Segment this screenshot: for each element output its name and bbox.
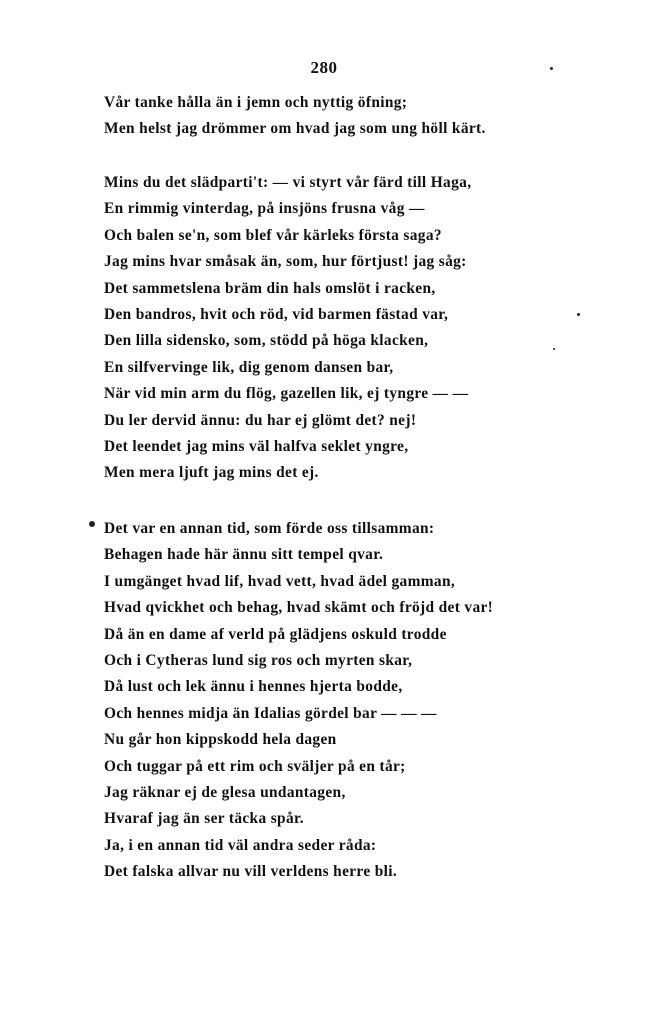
poem-line: Men mera ljuft jag mins det ej. — [104, 464, 319, 482]
stray-mark — [553, 348, 555, 350]
poem-line: Jag mins hvar småsak än, som, hur förtjust! jag såg: — [104, 253, 467, 271]
poem-line: Och balen se'n, som blef vår kärleks första saga? — [104, 226, 442, 244]
poem-line: En silfvervinge lik, dig genom dansen bar, — [104, 358, 394, 376]
poem-line: Och i Cytheras lund sig ros och myrten skar, — [104, 651, 413, 669]
poem-line: Jag räknar ej de glesa undantagen, — [104, 783, 346, 801]
poem-line: När vid min arm du flög, gazellen lik, ej tyngre — — — [104, 385, 469, 403]
poem-line: Du ler dervid ännu: du har ej glömt det? nej! — [104, 411, 417, 429]
stray-mark — [577, 313, 580, 316]
stanza-1 — [104, 90, 486, 143]
poem-line: Hvaraf jag än ser täcka spår. — [104, 810, 304, 828]
poem-line: Den bandros, hvit och röd, vid barmen fästad var, — [104, 305, 449, 323]
poem-line: Nu går hon kippskodd hela dagen — [104, 731, 337, 749]
poem-line: Behagen hade här ännu sitt tempel qvar. — [104, 546, 384, 564]
poem-line: Då lust och lek ännu i hennes hjerta bodde, — [104, 678, 403, 696]
poem-line: Och tuggar på ett rim och sväljer på en tår; — [104, 757, 406, 775]
poem-line: Och hennes midja än Idalias gördel bar — — — — [104, 704, 437, 722]
page-number: 280 — [310, 58, 338, 77]
poem-line: Det sammetslena bräm din hals omslöt i racken, — [104, 279, 436, 297]
poem-line: En rimmig vinterdag, på insjöns frusna våg — — [104, 200, 425, 218]
poem-line: Hvad qvickhet och behag, hvad skämt och fröjd det var! — [104, 599, 494, 617]
poem-line: Det falska allvar nu vill verldens herre bli. — [104, 863, 398, 881]
stanza-2 — [104, 170, 471, 487]
poem-line: Mins du det slädparti't: — vi styrt vår färd till Haga, — [104, 174, 472, 191]
poem-line: Ja, i en annan tid väl andra seder råda: — [104, 836, 377, 854]
poem-line: Vår tanke hålla än i jemn och nyttig öfning; — [104, 94, 408, 111]
poem-line: Det leendet jag mins väl halfva seklet yngre, — [104, 437, 409, 455]
stanza-marker — [89, 521, 95, 527]
poem-line: Det var en annan tid, som förde oss tillsamman: — [104, 520, 435, 537]
stanza-3 — [104, 516, 493, 885]
stray-mark — [550, 67, 553, 70]
poem-line: Då än en dame af verld på glädjens oskuld trodde — [104, 625, 447, 643]
poem-line: Den lilla sidensko, som, stödd på höga klacken, — [104, 332, 429, 350]
poem-line: I umgänget hvad lif, hvad vett, hvad ädel gamman, — [104, 572, 456, 590]
poem-line: Men helst jag drömmer om hvad jag som ung höll kärt. — [104, 120, 486, 138]
